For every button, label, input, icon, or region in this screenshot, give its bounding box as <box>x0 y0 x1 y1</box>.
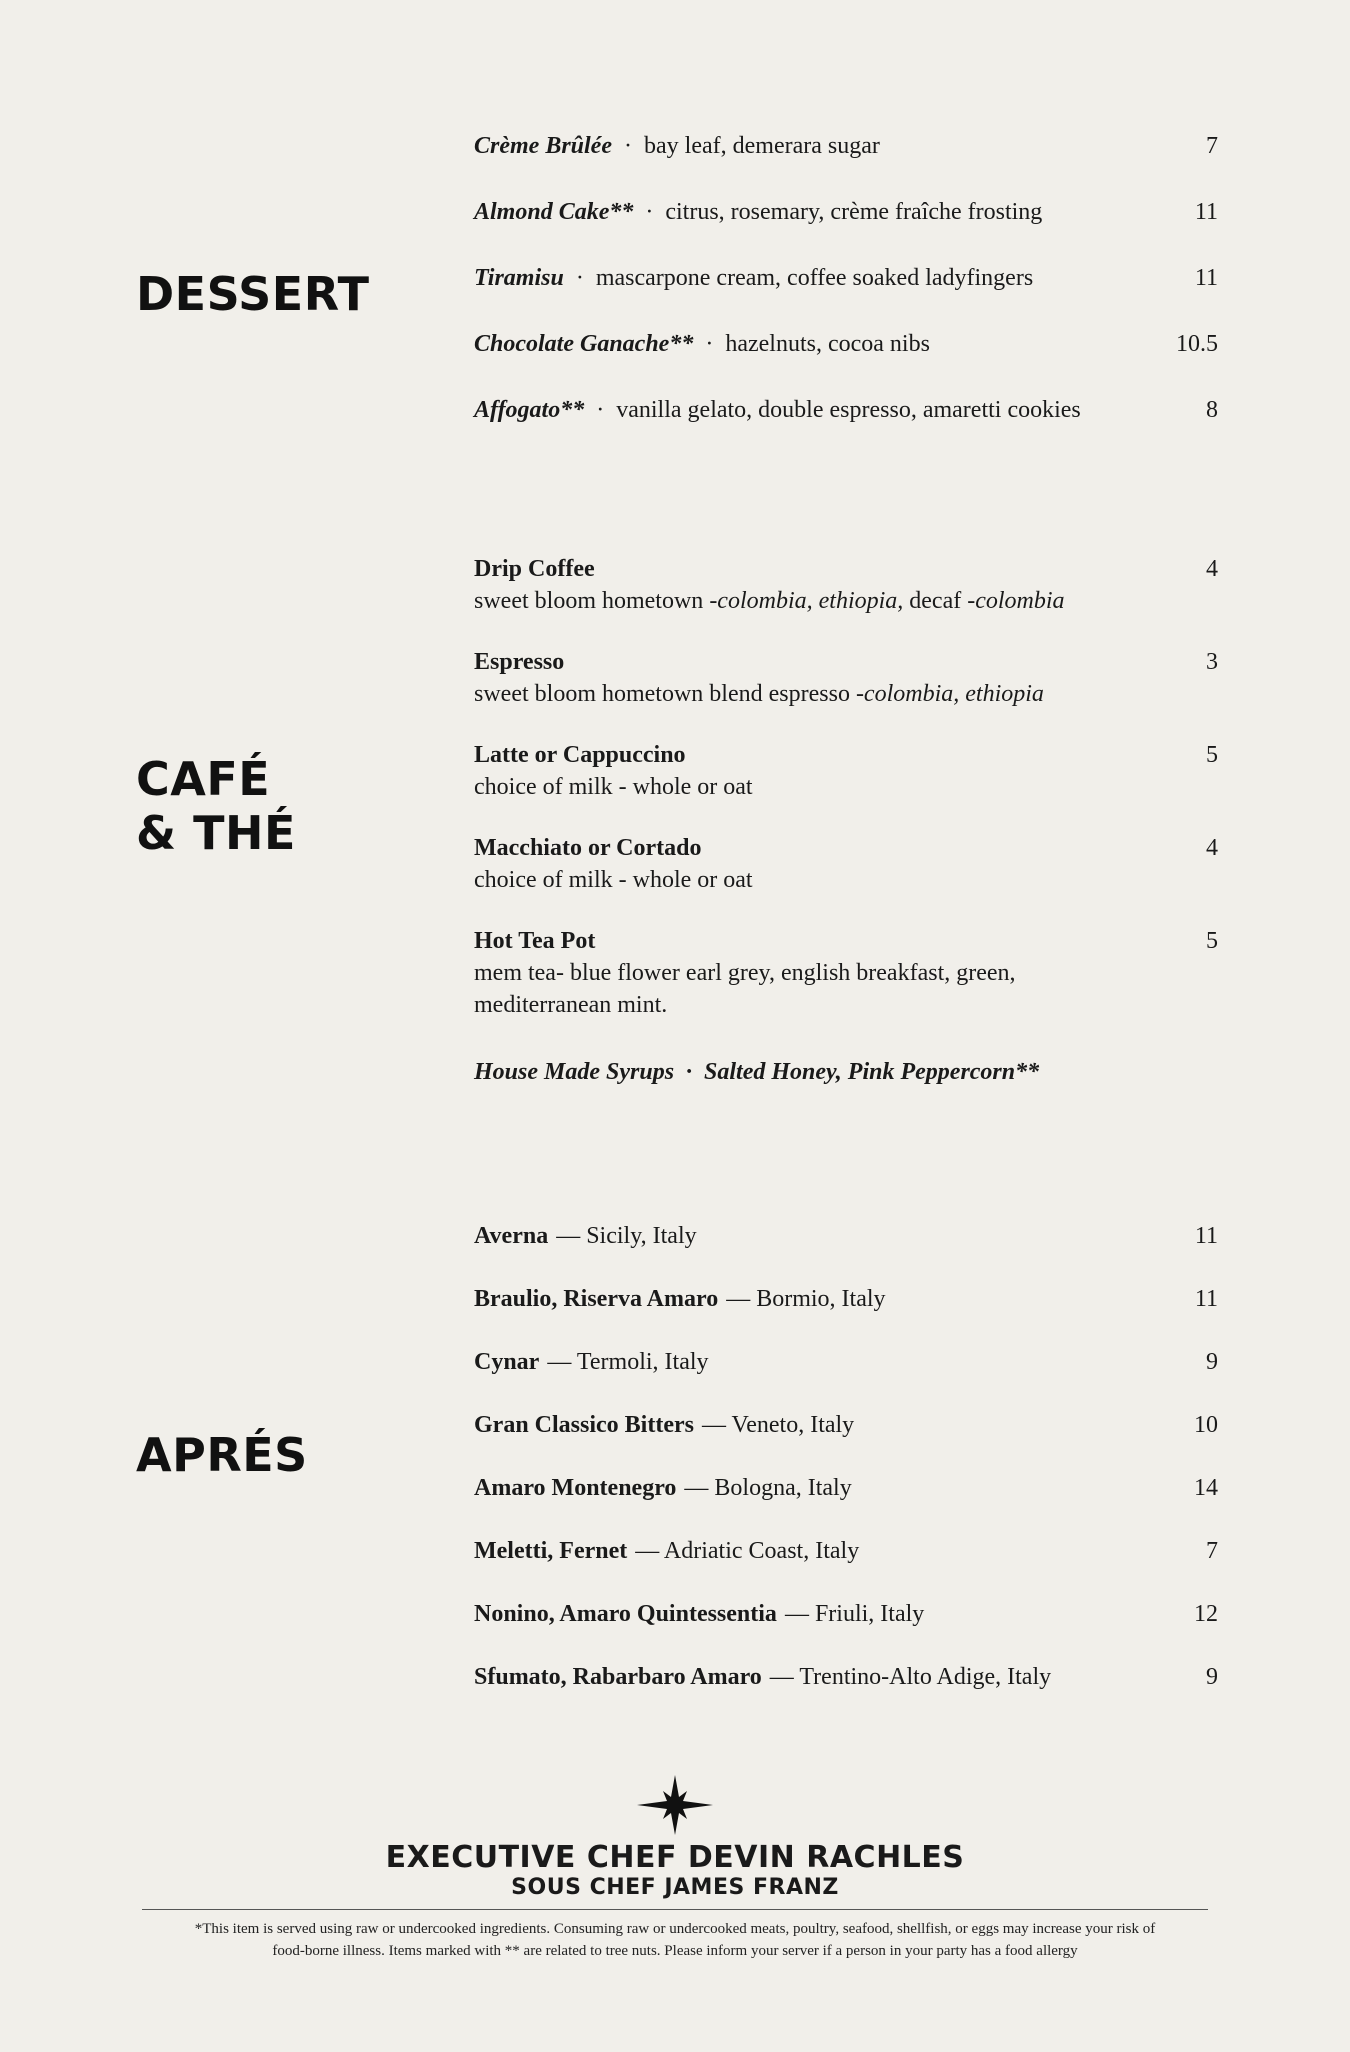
disclaimer-line2: food-borne illness. Items marked with ** are related to tree nuts. Please inform your server if a person in your party has a food allergy <box>272 1943 1078 1959</box>
item-origin: — Trentino-Alto Adige, Italy <box>769 1664 1052 1690</box>
desc-text: sweet bloom hometown <box>474 588 710 614</box>
menu-item <box>474 739 1218 803</box>
separator-dot: · <box>624 133 632 159</box>
dessert-title: DESSERT <box>136 267 370 321</box>
menu-item <box>474 553 1218 617</box>
item-name: Hot Tea Pot <box>474 928 596 954</box>
item-description: citrus, rosemary, crème fraîche frosting <box>665 199 1043 225</box>
item-name: Tiramisu <box>474 265 564 291</box>
dessert-list <box>474 130 1218 426</box>
desc-text: sweet bloom hometown blend espresso <box>474 681 856 707</box>
item-description-line1: mem tea- blue flower earl grey, english breakfast, green, <box>474 960 1016 986</box>
syrups-flavors: Salted Honey, Pink Peppercorn** <box>704 1059 1040 1085</box>
desc-text: decaf <box>903 588 968 614</box>
item-name: Braulio, Riserva Amaro <box>474 1286 719 1312</box>
item-price: 12 <box>1194 1601 1218 1627</box>
menu-item <box>474 1409 1218 1441</box>
item-name: Averna <box>474 1223 549 1249</box>
menu-item <box>474 1661 1218 1693</box>
item-price: 11 <box>1194 265 1218 291</box>
allergy-disclaimer <box>125 1918 1225 1962</box>
footer <box>0 1775 1350 1962</box>
item-origin: — Adriatic Coast, Italy <box>635 1538 860 1564</box>
menu-item <box>474 1535 1218 1567</box>
item-price: 7 <box>1206 133 1218 159</box>
menu-item <box>474 925 1218 1021</box>
item-price: 4 <box>1206 556 1218 582</box>
cafe-title-line1: CAFÉ <box>136 752 271 806</box>
menu-item <box>474 646 1218 710</box>
desc-origin: -colombia, ethiopia, <box>709 588 904 614</box>
item-price: 9 <box>1206 1349 1218 1375</box>
item-name: Drip Coffee <box>474 556 595 582</box>
menu-item <box>474 196 1218 228</box>
cafe-list <box>474 553 1218 1088</box>
item-name: Nonino, Amaro Quintessentia <box>474 1601 777 1627</box>
item-description: choice of milk - whole or oat <box>474 867 753 893</box>
item-price: 7 <box>1206 1538 1218 1564</box>
separator-dot: · <box>575 265 584 291</box>
item-origin: — Bormio, Italy <box>726 1286 886 1312</box>
separator-dot: · <box>686 1059 693 1085</box>
apres-title: APRÉS <box>136 1428 308 1482</box>
cafe-title-line2: & THÉ <box>136 806 296 860</box>
item-origin: — Termoli, Italy <box>547 1349 709 1375</box>
item-description: vanilla gelato, double espresso, amaretti cookies <box>616 397 1081 423</box>
item-price: 3 <box>1206 649 1218 675</box>
item-name: Chocolate Ganache** <box>474 331 694 357</box>
item-price: 14 <box>1194 1475 1218 1501</box>
menu-item <box>474 1220 1218 1252</box>
item-price: 5 <box>1206 928 1218 954</box>
separator-dot: · <box>705 331 714 357</box>
menu-item <box>474 394 1218 426</box>
item-price: 4 <box>1206 835 1218 861</box>
item-name: Crème Brûlée <box>474 133 612 159</box>
item-description-line2: mediterranean mint. <box>474 992 668 1018</box>
cafe-title <box>136 752 296 860</box>
item-price: 9 <box>1206 1664 1218 1690</box>
item-origin: — Sicily, Italy <box>556 1223 697 1249</box>
item-name: Amaro Montenegro <box>474 1475 677 1501</box>
executive-chef: EXECUTIVE CHEF DEVIN RACHLES <box>385 1840 965 1875</box>
divider <box>142 1909 1208 1910</box>
separator-dot: · <box>645 199 654 225</box>
item-origin: — Friuli, Italy <box>784 1601 925 1627</box>
desc-origin: -colombia <box>967 588 1065 614</box>
item-price: 5 <box>1206 742 1218 768</box>
star-burst-icon <box>635 1775 715 1835</box>
item-name: Cynar <box>474 1349 540 1375</box>
menu-item <box>474 1472 1218 1504</box>
item-description: mascarpone cream, coffee soaked ladyfingers <box>595 265 1034 291</box>
item-name: Almond Cake** <box>474 199 634 225</box>
menu-item <box>474 1346 1218 1378</box>
house-syrups <box>474 1056 1218 1088</box>
item-description: hazelnuts, cocoa nibs <box>725 331 930 357</box>
item-price: 10 <box>1194 1412 1218 1438</box>
item-description: bay leaf, demerara sugar <box>644 133 880 159</box>
syrups-label: House Made Syrups <box>474 1059 675 1085</box>
item-price: 10.5 <box>1176 331 1218 357</box>
item-description: choice of milk - whole or oat <box>474 774 753 800</box>
desc-origin: -colombia, ethiopia <box>855 681 1044 707</box>
item-origin: — Veneto, Italy <box>701 1412 855 1438</box>
menu-item <box>474 832 1218 896</box>
menu-item <box>474 1283 1218 1315</box>
item-price: 11 <box>1194 1286 1218 1312</box>
menu-item <box>474 1598 1218 1630</box>
separator-dot: · <box>596 397 605 423</box>
item-name: Macchiato or Cortado <box>474 835 702 861</box>
item-price: 8 <box>1206 397 1218 423</box>
disclaimer-line1: *This item is served using raw or undercooked ingredients. Consuming raw or undercooked meats, poultry, seafood, shellfish, or eggs may increase your risk of <box>194 1921 1156 1937</box>
item-price: 11 <box>1194 199 1218 225</box>
menu-item <box>474 262 1218 294</box>
sous-chef: SOUS CHEF JAMES FRANZ <box>511 1875 839 1900</box>
item-name: Meletti, Fernet <box>474 1538 628 1564</box>
menu-item <box>474 328 1218 360</box>
item-description <box>474 585 1218 617</box>
item-name: Espresso <box>474 649 565 675</box>
apres-list <box>474 1220 1218 1693</box>
item-description <box>474 678 1218 710</box>
menu-item <box>474 130 1218 162</box>
item-origin: — Bologna, Italy <box>684 1475 852 1501</box>
item-name: Latte or Cappuccino <box>474 742 686 768</box>
item-name: Sfumato, Rabarbaro Amaro <box>474 1664 762 1690</box>
item-price: 11 <box>1194 1223 1218 1249</box>
item-name: Gran Classico Bitters <box>474 1412 694 1438</box>
item-name: Affogato** <box>474 397 585 423</box>
